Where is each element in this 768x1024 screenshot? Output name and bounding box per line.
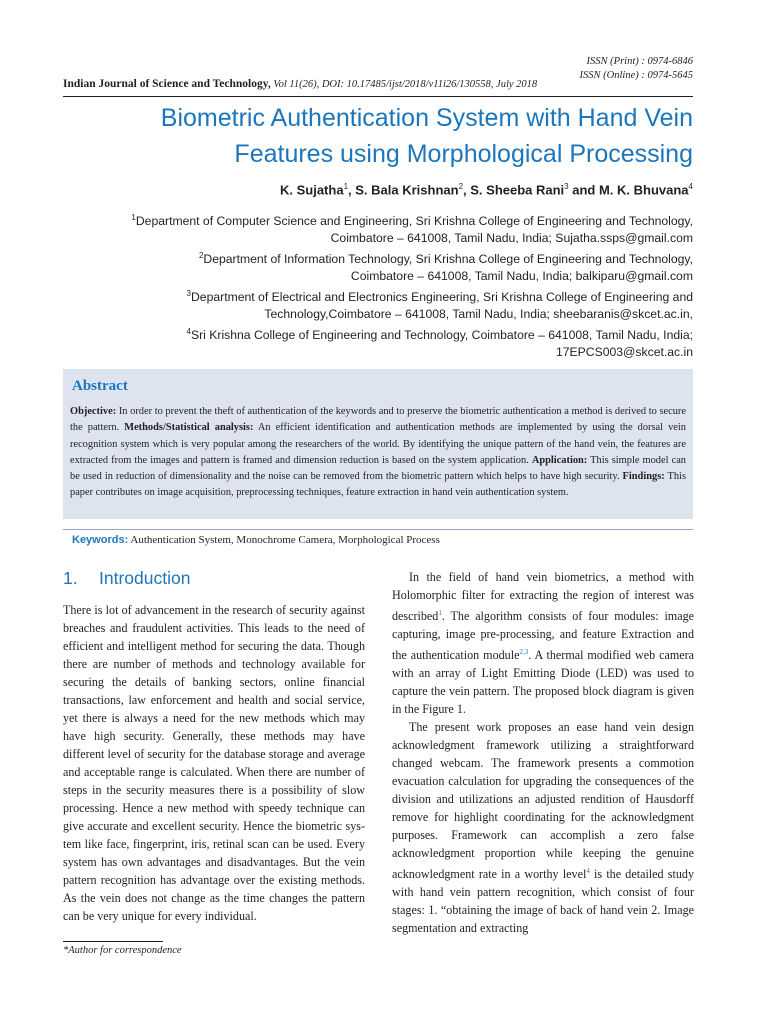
author-list (280, 182, 693, 197)
keywords-divider (63, 529, 693, 530)
affiliation-3: $^3$Department of Electrical and Electronics Engineering, Sri Krishna College of Engineering and Technology,Coimbatore – 641008, Tamil Nadu, India; sheebaranis@skcet.ac.in, (186, 289, 693, 322)
section-heading (63, 568, 190, 589)
issn-online: ISSN (Online) : 0974-5645 (579, 70, 693, 81)
keywords (72, 534, 440, 546)
section-number: 1. (63, 568, 78, 588)
author-name: S. Bala Krishnan (355, 182, 459, 198)
title-line-1: Biometric Authentication System with Hand Vein (160, 104, 693, 132)
affiliation-1: $^1$Department of Computer Science and Engineering, Sri Krishna College of Engineering and Technology, Coimbatore – 641008, Tamil Nadu, India; Sujatha.ssps@gmail.com (131, 213, 693, 246)
journal-line (63, 78, 537, 90)
affiliations (33, 209, 693, 361)
author-sep: and (568, 182, 599, 198)
journal-meta: Vol 11(26), DOI: 10.17485/ijst/2018/v11i26/130558, July 2018 (270, 79, 538, 90)
paragraph: In the field of hand vein biometrics, a method with Holomorphic filter for extracting the region of interest was described$^1$. The algorithm consists of four modules: image capturing, image pre-processing, and feature Extraction and the authentication module$^{2,3}$. A thermal modified web camera with an array of Light Emitting Diode (LED) was used to capture the vein pattern. The proposed block diagram is given in the Figure 1. (392, 570, 694, 717)
author-name: K. Sujatha (279, 182, 344, 198)
section-title: Introduction (99, 568, 191, 588)
author-sup: 1 (343, 182, 349, 191)
affiliation-4: $^4$Sri Krishna College of Engineering and Technology, Coimbatore – 641008, Tamil Nadu, India; 17EPCS003@skcet.ac.in (186, 327, 693, 360)
keywords-label: Keywords: (72, 534, 129, 546)
issn-block (580, 55, 693, 83)
author-name: S. Sheeba Rani (470, 182, 565, 198)
paper-title (53, 100, 693, 172)
paragraph: There is lot of advancement in the research of security against breaches and fraudulent activities. This leads to the need of efficient and intelligent method for securing the data. Though there are number of methods and technology available for securing the details of banking sectors, online financial transactions, law enforcement and health and social service, yet there is always a need for the new methods which may have high security. Generally, these methods may have different level of security for the database storage and average and acceptable range is calculated. When there are number of steps in the security measures there is a possibility of slow processing. Hence a new method with speedy technique can give accurate and excellent security. Hence the biometric system like face, fingerprint, iris, retinal scan can be used. Every system has own advantages and disadvantages. But the vein pattern recognition has advantage over the existing methods. As the vein does not change as the time changes the pattern can be very unique for every individual. (63, 603, 365, 923)
paragraph: The present work proposes an ease hand vein design acknowledgment framework utilizing a straightforward changed webcam. The framework presents a commotion evacuation calculation for upgrading the consequences of the division and utilizations an adjusted rendition of Hausdorff remove for highlight coordinating for the acknowledgment purposes. Framework can accomplish a zero false acknowledgment proportion while keeping the genuine acknowledgment rate in a worthy level$^4$ is the detailed study with hand vein pattern recognition, which consist of four stages: 1. “obtaining the image of back of hand vein 2. Image segmentation and extracting (392, 720, 694, 936)
footnote: *Author for correspondence (63, 945, 182, 956)
journal-name: Indian Journal of Science and Technology, (63, 78, 271, 90)
abstract-text: Objective: In order to prevent the theft of authentication of the keywords and to preserve the biometric authentication a method is derived to secure the pattern. Methods/Statistical analysis: An efficient identification and authentication methods are implemented by using the dorsal vein recognition system which is very popular among the researchers of the world. By identifying the unique pattern of the hand vein, the features are extracted from the images and pattern is framed and dimension reduction is based on the system application. Application: This simple model can be used in reduction of dimensionality and the noise can be removed from the biometric pattern which helps to have high security. Findings: This paper contributes on image acquisition, preprocessing techniques, feature extraction in hand vein authentication system. (70, 406, 686, 499)
author-sup: 3 (564, 182, 569, 191)
citation[interactable]: 2,3 (519, 648, 529, 657)
author-sup: 2 (458, 182, 464, 191)
author-name: M. K. Bhuvana (598, 182, 689, 198)
body-column-left (63, 601, 365, 925)
issn-print: ISSN (Print) : 0974-6846 (586, 56, 693, 67)
affiliation-2: $^2$Department of Information Technology, Sri Krishna College of Engineering and Technology, Coimbatore – 641008, Tamil Nadu, India; balkiparu@gmail.com (198, 251, 693, 284)
author-sup: 4 (688, 182, 693, 191)
header-divider (63, 96, 693, 97)
abstract-heading: Abstract (72, 378, 128, 394)
author-sep: , (348, 182, 356, 198)
citation[interactable]: 1 (438, 609, 442, 617)
body-column-right (392, 568, 694, 937)
keywords-text: Authentication System, Monochrome Camera, Morphological Process (128, 534, 440, 546)
citation[interactable]: 4 (586, 867, 590, 876)
author-sep: , (463, 182, 471, 198)
footnote-divider (63, 941, 163, 942)
title-line-2: Features using Morphological Processing (234, 140, 693, 168)
